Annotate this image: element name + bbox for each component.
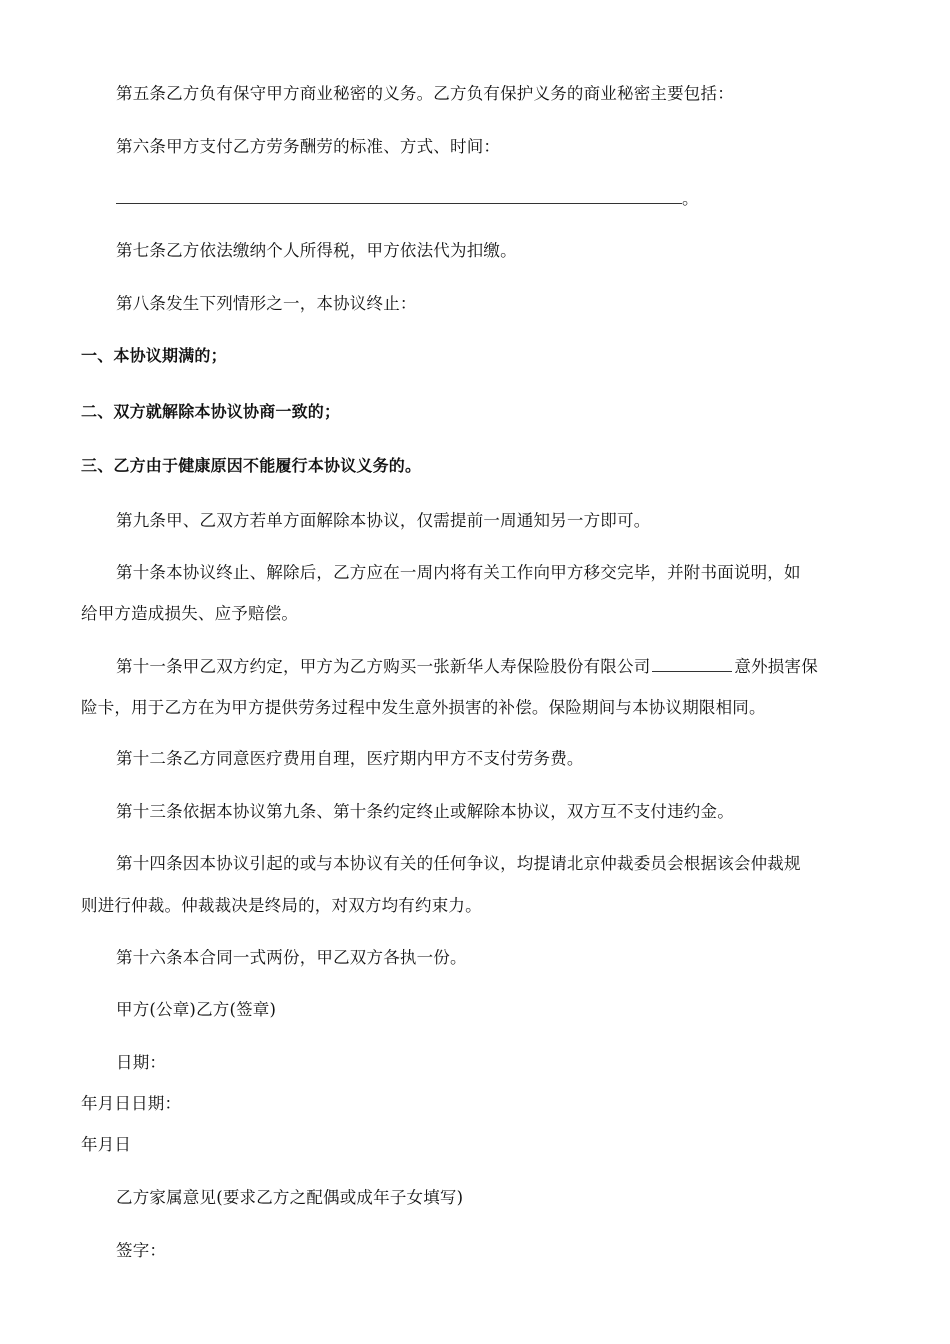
article-16: 第十六条本合同一式两份，甲乙双方各执一份。	[116, 948, 467, 967]
article-10-line-2: 给甲方造成损失、应予赔偿。	[81, 604, 299, 623]
article-8: 第八条发生下列情形之一，本协议终止：	[116, 294, 417, 313]
article-11-line-1	[116, 656, 818, 678]
article-7: 第七条乙方依法缴纳个人所得税，甲方依法代为扣缴。	[116, 241, 517, 260]
termination-item-3: 三、乙方由于健康原因不能履行本协议义务的。	[81, 456, 422, 475]
sign-label: 签字：	[116, 1241, 167, 1260]
insurance-blank	[652, 657, 732, 672]
article-12: 第十二条乙方同意医疗费用自理，医疗期内甲方不支付劳务费。	[116, 749, 584, 768]
termination-item-2: 二、双方就解除本协议协商一致的；	[81, 402, 341, 421]
signature-line: 甲方(公章)乙方(签章)	[116, 1000, 277, 1019]
article-11-line-2: 险卡，用于乙方在为甲方提供劳务过程中发生意外损害的补偿。保险期间与本协议期限相同。	[81, 698, 766, 717]
article-6-blank-line	[116, 188, 699, 210]
article-6: 第六条甲方支付乙方劳务酬劳的标准、方式、时间：	[116, 137, 501, 156]
termination-item-1: 一、本协议期满的；	[81, 346, 227, 365]
date-line-2: 年月日	[81, 1135, 132, 1154]
article-11-text-b: 意外损害保	[734, 657, 818, 676]
article-14-line-2: 则进行仲裁。仲裁裁决是终局的，对双方均有约束力。	[81, 896, 482, 915]
date-line-1: 年月日日期：	[81, 1094, 182, 1113]
article-14-line-1: 第十四条因本协议引起的或与本协议有关的任何争议，均提请北京仲裁委员会根据该会仲裁规	[116, 854, 801, 873]
article-5: 第五条乙方负有保守甲方商业秘密的义务。乙方负有保护义务的商业秘密主要包括：	[116, 84, 734, 103]
date-label: 日期：	[116, 1053, 167, 1072]
article-9: 第九条甲、乙双方若单方面解除本协议，仅需提前一周通知另一方即可。	[116, 511, 651, 530]
blank-period: 。	[682, 189, 699, 208]
article-11-text-a: 第十一条甲乙双方约定，甲方为乙方购买一张新华人寿保险股份有限公司	[116, 657, 651, 676]
fill-in-blank	[116, 189, 682, 204]
article-10-line-1: 第十条本协议终止、解除后，乙方应在一周内将有关工作向甲方移交完毕，并附书面说明，如	[116, 563, 801, 582]
article-13: 第十三条依据本协议第九条、第十条约定终止或解除本协议，双方互不支付违约金。	[116, 802, 734, 821]
family-opinion: 乙方家属意见(要求乙方之配偶或成年子女填写)	[116, 1188, 464, 1207]
